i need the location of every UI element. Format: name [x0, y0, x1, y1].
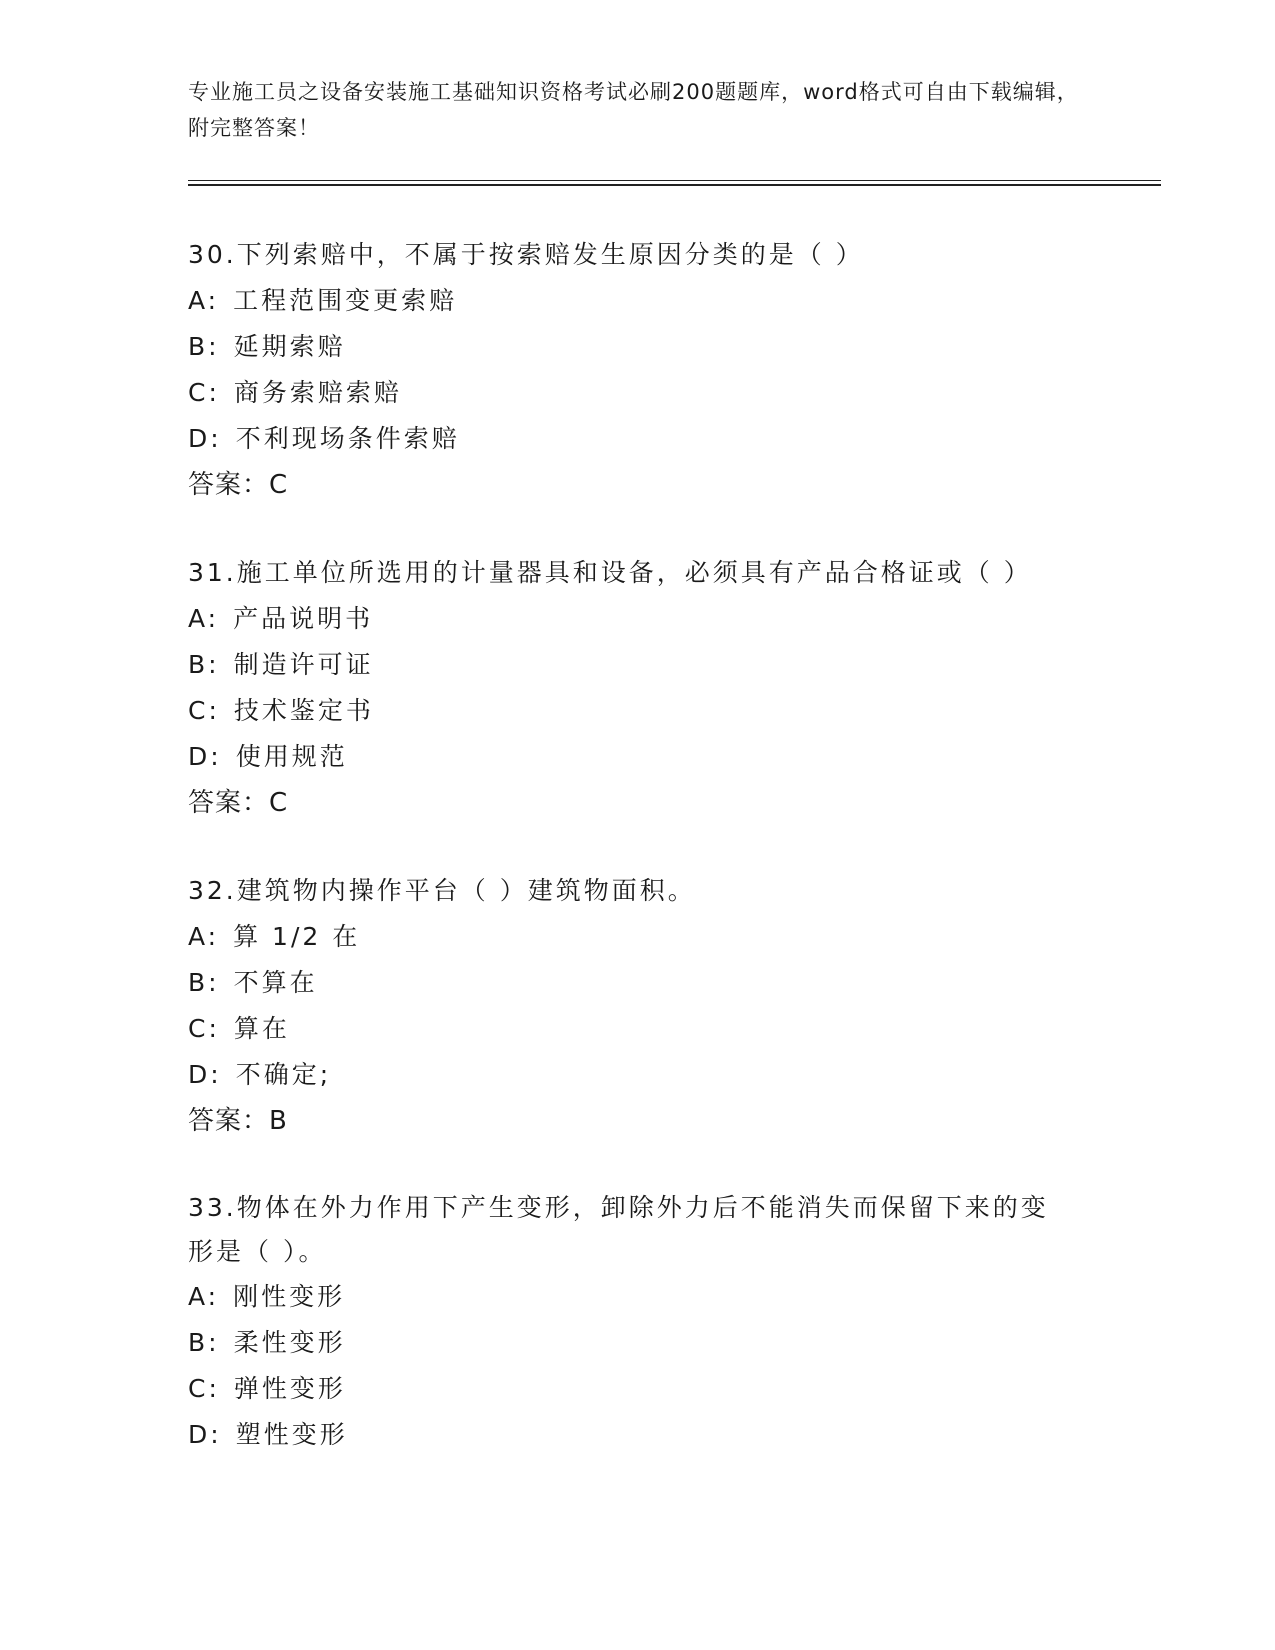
- question-33: [188, 1186, 1088, 1458]
- option-a: [188, 596, 1088, 642]
- document-header: 专业施工员之设备安装施工基础知识资格考试必刷200题题库，word格式可自由下载编辑，附完整答案！: [188, 80, 1079, 140]
- option-letter: C:: [188, 1374, 220, 1403]
- option-letter: D:: [188, 424, 222, 453]
- option-d: [188, 1052, 1088, 1098]
- option-letter: A:: [188, 1282, 220, 1311]
- option-text: 不利现场条件索赔: [235, 424, 460, 453]
- header-divider-thick: [188, 184, 1161, 186]
- option-text: 技术鉴定书: [233, 696, 374, 725]
- question-stem: 31.施工单位所选用的计量器具和设备，必须具有产品合格证或（ ）: [188, 558, 1032, 587]
- option-d: [188, 416, 1088, 462]
- question-stem: 32.建筑物内操作平台（ ）建筑物面积。: [188, 876, 696, 905]
- option-d: [188, 734, 1088, 780]
- option-text: 柔性变形: [233, 1328, 346, 1357]
- option-letter: B:: [188, 1328, 220, 1357]
- option-c: [188, 688, 1088, 734]
- option-text: 算 1/2 在: [233, 922, 361, 951]
- option-text: 不算在: [233, 968, 318, 997]
- option-a: [188, 278, 1088, 324]
- option-d: [188, 1412, 1088, 1458]
- option-text: 使用规范: [235, 742, 348, 771]
- option-letter: C:: [188, 1014, 220, 1043]
- option-text: 算在: [233, 1014, 290, 1043]
- option-a: [188, 914, 1088, 960]
- option-text: 不确定;: [235, 1060, 332, 1089]
- option-letter: A:: [188, 286, 220, 315]
- option-text: 刚性变形: [233, 1282, 346, 1311]
- option-text: 制造许可证: [233, 650, 374, 679]
- header-divider-thin: [188, 180, 1161, 181]
- option-letter: A:: [188, 604, 220, 633]
- option-a: [188, 1274, 1088, 1320]
- option-letter: C:: [188, 696, 220, 725]
- option-letter: B:: [188, 968, 220, 997]
- question-31: [188, 550, 1088, 826]
- answer-line: 答案：C: [188, 788, 289, 818]
- option-letter: B:: [188, 332, 220, 361]
- option-c: [188, 370, 1088, 416]
- question-30: [188, 232, 1088, 508]
- question-32: [188, 868, 1088, 1144]
- option-letter: A:: [188, 922, 220, 951]
- answer-line: 答案：B: [188, 1106, 288, 1136]
- question-stem: 33.物体在外力作用下产生变形，卸除外力后不能消失而保留下来的变形是（ ）。: [188, 1193, 1049, 1266]
- answer-line: 答案：C: [188, 470, 289, 500]
- option-text: 工程范围变更索赔: [233, 286, 458, 315]
- option-text: 延期索赔: [233, 332, 346, 361]
- option-text: 弹性变形: [233, 1374, 346, 1403]
- option-text: 产品说明书: [233, 604, 374, 633]
- option-c: [188, 1366, 1088, 1412]
- option-letter: D:: [188, 1060, 222, 1089]
- option-letter: C:: [188, 378, 220, 407]
- option-text: 商务索赔索赔: [233, 378, 402, 407]
- option-b: [188, 324, 1088, 370]
- option-b: [188, 642, 1088, 688]
- option-b: [188, 1320, 1088, 1366]
- option-letter: B:: [188, 650, 220, 679]
- option-c: [188, 1006, 1088, 1052]
- question-stem: 30.下列索赔中，不属于按索赔发生原因分类的是（ ）: [188, 240, 864, 269]
- option-text: 塑性变形: [235, 1420, 348, 1449]
- option-letter: D:: [188, 742, 222, 771]
- option-b: [188, 960, 1088, 1006]
- option-letter: D:: [188, 1420, 222, 1449]
